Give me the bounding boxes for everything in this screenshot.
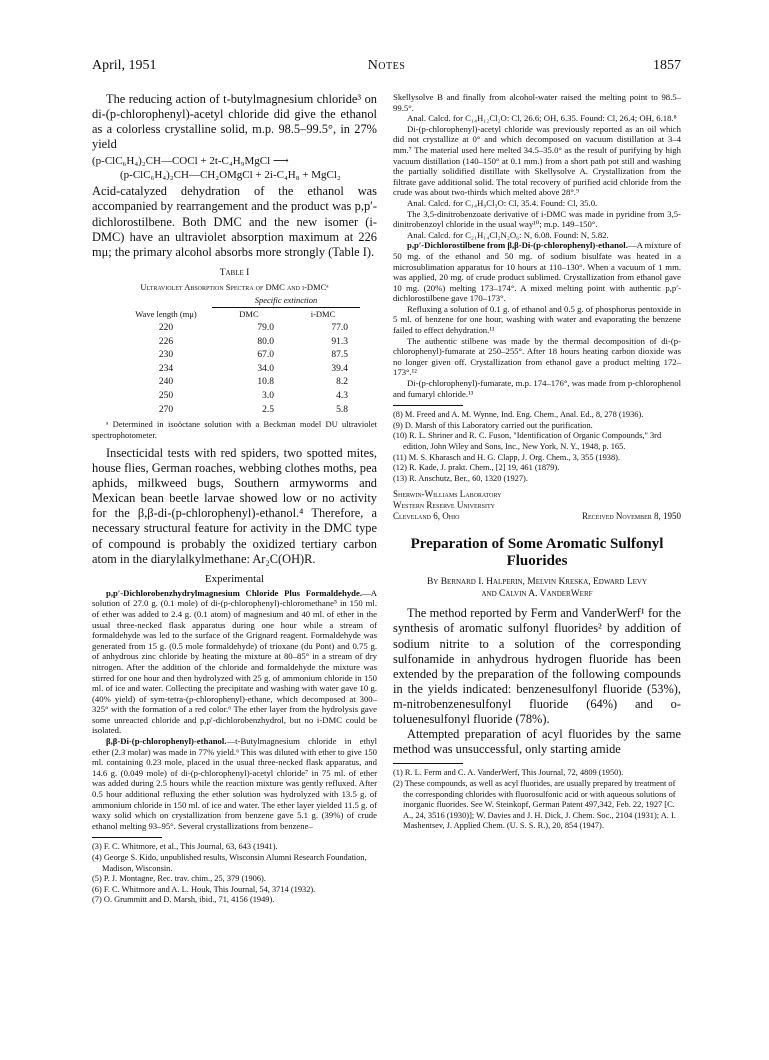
stilbene-title: p,p′-Dichlorostilbene from β,β-Di-(p-chlorophenyl)-ethanol. — [407, 240, 628, 251]
table-row — [120, 390, 360, 404]
article-authors — [393, 576, 681, 600]
stilbene-text: —A mixture of 50 mg. of the ethanol and 50 mg. of sodium bisulfate was heated in a microsublimation apparatus for 10 hours at 110–130°. When a vacuum of 1 mm. was applied, 20 mg. of crude product sublimed. Crystallization from ethanol gave 10 mg. (20%) melting 173–174°. A mixed melting point with authentic p,p′-dichlorostilbene gave 170–173°. — [393, 240, 681, 304]
footnote-rule — [393, 763, 463, 764]
dinitrobenzoate-paragraph: The 3,5-dinitrobenzoate derivative of i-DMC was made in pyridine from 3,5-dinitrobenzoyl chloride in the usual way¹⁰; m.p. 149–150°. — [393, 208, 681, 230]
left-column — [92, 92, 377, 906]
table-cell: 34.0 — [257, 363, 274, 374]
footnote: (8) M. Freed and A. M. Wynne, Ind. Eng. Chem., Anal. Ed., 8, 278 (1936). — [393, 410, 644, 420]
table-cell: 234 — [158, 363, 174, 374]
insecticidal-paragraph: Insecticidal tests with red spiders, two spotted mites, house flies, German roaches, webbing clothes moths, pea aphids, milkweed bugs, Southern armyworms and Mexican bean beetle larvae showed low or no activity for the β,β-di-(p-chlorophenyl)-ethanol.⁴ Therefore, a necessary structural feature for activity in the DMC type of compound is probably the oxidized tertiary carbon atom in the diarylalkylmethane: Ar₂C(OH)R. — [92, 446, 377, 566]
table-caption: Ultraviolet Absorption Spectra of DMC and i-DMCᵃ — [140, 281, 329, 292]
intro-paragraph: The reducing action of t-butylmagnesium chloride³ on di-(p-chlorophenyl)-acetyl chloride did give the ethanol as a colorless crystalline solid, m.p. 98.5–99.5°, in 27% yield — [92, 92, 377, 152]
footnote: (11) M. S. Kharasch and H. G. Clapp, J. Org. Chem., 3, 355 (1938). — [393, 452, 621, 462]
analysis-2: Anal. Calcd. for C₁₄H₉Cl₃O: Cl, 35.4. Found: Cl, 35.0. — [407, 197, 598, 208]
exp2-title: β,β-Di-(p-chlorophenyl)-ethanol. — [106, 736, 227, 747]
analysis-3: Anal. Calcd. for C₂₁H₁₄Cl₂N₂O₆: N, 6.08. Found: N, 5.82. — [407, 229, 609, 240]
experimental-paragraph-2 — [92, 736, 377, 831]
table-row — [120, 336, 360, 350]
equation-line-1: (p-ClC₆H₄)₂CH—COCl + 2t-C₄H₉MgCl ⟶ — [92, 155, 289, 168]
table-cell: 79.0 — [257, 323, 274, 334]
table-cell: 91.3 — [331, 336, 348, 347]
table-row — [120, 376, 360, 390]
footnote: (4) George S. Kido, unpublished results, Wisconsin Alumni Research Foundation, Madison, Wisconsin. — [92, 853, 367, 873]
header-page-number: 1857 — [653, 58, 681, 73]
acid-chloride-paragraph: Di-(p-chlorophenyl)-acetyl chloride was previously reported as an oil which did not crystallize at 0° and which decomposed on vacuum distillation at 3–4 mm.⁷ The material used here melted 34.5–35.0° as the result of purifying by high vacuum distillation (140–150° at 0.1 mm.) from a short path pot still and washing the partially solidified distillate with Skellysolve A. Crystallization from the filtrate gave additional solid. The total recovery of purified acid chloride from the crude was about two-thirds which melted above 28°.⁹ — [393, 123, 681, 198]
footnote: (1) R. L. Ferm and C. A. VanderWerf, This Journal, 72, 4809 (1950). — [393, 768, 624, 778]
table-cell: 80.0 — [257, 336, 274, 347]
table-cell: 87.5 — [331, 350, 348, 361]
table-cell: 4.3 — [336, 391, 348, 401]
affiliation-lab: Sherwin-Williams Laboratory — [393, 489, 502, 500]
table-cell: 220 — [158, 323, 174, 334]
authentic-stilbene-paragraph: The authentic stilbene was made by the thermal decomposition of di-(p-chlorophenyl)-fumarate at 250–255°. After 18 hours heating carbon dioxide was no longer given off. Crystallization from ethanol gave a product melting 172–173°.¹² — [393, 335, 681, 378]
footnote: (5) P. J. Montagne, Rec. trav. chim., 25, 379 (1906). — [92, 874, 266, 884]
table-row — [120, 363, 360, 377]
table-cell: 226 — [158, 336, 174, 347]
footnote: (13) R. Anschutz, Ber., 60, 1320 (1927). — [393, 473, 528, 483]
table-cell: 270 — [158, 404, 174, 415]
analysis-1: Anal. Calcd. for C₁₄H₁₂Cl₂O: Cl, 26.6; OH, 6.35. Found: Cl, 26.4; OH, 6.18.⁸ — [407, 113, 677, 124]
table-header-dmc: DMC — [239, 309, 259, 320]
footnote-rule — [393, 405, 463, 406]
stilbene-paragraph — [393, 240, 681, 304]
dehydration-paragraph: Acid-catalyzed dehydration of the ethanol was accompanied by rearrangement and the product was p,p′-dichlorostilbene. Both DMC and the new isomer (i-DMC) have an ultraviolet absorption maximum at 226 mμ; the primary alcohol absorbs more strongly (Table I). — [92, 184, 377, 259]
running-head — [92, 58, 681, 76]
exp1-text: —A solution of 27.0 g. (0.1 mole) of di-(p-chlorophenyl)-chloromethane⁵ in 150 ml. of ether was added to 2.4 g. (0.1 atom) of magnesium and 40 ml. of ether in the usual three-necked flask apparatus during one hour while a stream of formaldehyde was led to the surface of the Grignard reagent. Formaldehyde was generated from 15 g. (0.5 mole formaldehyde) of trioxane (du Pont) and 0.75 g. of anhydrous zinc chloride by heating the mixture at 80–85° in a stream of dry nitrogen. After the addition of the chloride and formaldehyde the mixture was stirred for one hour and then hydrolyzed with 25 g. of ammonium chloride in 150 ml. of ice and water. Collecting the precipitate and washing with water gave 10 g. (40% yield) of sym-tetra-(p-chlorophenyl)-ethane, which decomposed at 300–325° with the formation of a red color.⁶ The ether layer from the hydrolysis gave some unreacted chloride and p,p′-dichlorobenzhydrol, but no i-DMC could be isolated. — [92, 587, 377, 736]
table-cell: 230 — [158, 350, 174, 361]
header-section: Notes — [367, 58, 406, 73]
continued-paragraph: Skellysolve B and finally from alcohol-water raised the melting point to 98.5–99.5°. — [393, 92, 681, 113]
footnote: (3) F. C. Whitmore, et al., This Journal, 63, 643 (1941). — [92, 842, 278, 852]
footnote: (12) R. Kade, J. prakt. Chem., [2] 19, 461 (1879). — [393, 463, 560, 473]
table-row — [120, 404, 360, 418]
table-cell: 240 — [158, 377, 174, 388]
table-cell: 3.0 — [262, 391, 274, 401]
received-date: Received November 8, 1950 — [582, 511, 681, 522]
table-cell: 67.0 — [257, 350, 274, 361]
table-cell: 8.2 — [336, 377, 348, 388]
table-row — [120, 322, 360, 336]
authors-line-2: and Calvin A. VanderWerf — [481, 589, 593, 600]
article-body-1: The method reported by Ferm and VanderWerf¹ for the synthesis of aromatic sulfonyl fluorides² by addition of sodium nitrite to a solution of the corresponding sulfonamide in anhydrous hydrogen fluoride has been extended by the preparation of the following compounds in the yields indicated: benzenesulfonyl fluoride (53%), m-nitrobenzenesulfonyl fluoride (64%) and o-toluenesulfonyl fluoride (78%). — [393, 606, 681, 727]
right-column — [393, 92, 681, 832]
table-cell: 250 — [158, 391, 174, 401]
fumarate-paragraph: Di-(p-chlorophenyl)-fumarate, m.p. 174–176°, was made from p-chlorophenol and fumaryl chloride.¹³ — [393, 378, 681, 399]
footnote: (7) O. Grummitt and D. Marsh, ibid., 71, 4156 (1949). — [92, 895, 275, 905]
affiliation — [393, 489, 681, 522]
footnote: (2) These compounds, as well as acyl fluorides, are usually prepared by treatment of the corresponding chlorides with fluorosulfonic acid or with aqueous solutions of inorganic fluorides. See W. Steinkopf, German Patent 497,342, Feb. 22, 1927 [C. A., 24, 3516 (1930)]; W. Davies and J. H. Dick, J. Chem. Soc., 2104 (1931); A. I. Mashentsev, J. Applied Chem. (U. S. S. R.), 20, 854 (1947). — [393, 778, 676, 831]
refluxing-paragraph: Refluxing a solution of 0.1 g. of ethanol and 0.5 g. of phosphorus pentoxide in 5 ml. of benzene for one hour, washing with water and evaporating the benzene failed to effect dehydration.¹¹ — [393, 303, 681, 336]
table-row — [120, 349, 360, 363]
footnote-rule — [92, 837, 162, 838]
authors-line-1: By Bernard I. Halperin, Melvin Kreska, Edward Levy — [426, 577, 648, 588]
footnote: (9) D. Marsh of this Laboratory carried out the purification. — [393, 420, 593, 430]
footnote: (6) F. C. Whitmore and A. L. Houk, This Journal, 54, 3714 (1932). — [92, 884, 316, 894]
table-cell: 5.8 — [336, 404, 348, 415]
table-cell: 39.4 — [331, 363, 348, 374]
table-footnote: ᵃ Determined in isoöctane solution with a Beckman model DU ultraviolet spectrophotometer. — [92, 419, 377, 440]
exp1-title: p,p′-Dichlorobenzhydrylmagnesium Chloride Plus Formaldehyde. — [106, 587, 363, 598]
affiliation-city: Cleveland 6, Ohio — [393, 511, 460, 522]
experimental-heading: Experimental — [204, 572, 265, 585]
experimental-paragraph-1 — [92, 588, 377, 736]
table-spanhead: Specific extinction — [212, 294, 360, 308]
affiliation-university: Western Reserve University — [393, 500, 496, 511]
table-cell: 77.0 — [331, 323, 348, 334]
article-title: Preparation of Some Aromatic Sulfonyl Fluorides — [410, 536, 664, 570]
table-cell: 10.8 — [257, 377, 274, 388]
equation-line-2: (p-ClC₆H₄)₂CH—CH₂OMgCl + 2i-C₄H₈ + MgCl₂ — [120, 169, 341, 182]
table-header-wavelength: Wave length (mμ) — [135, 309, 197, 320]
table-title: Table I — [219, 267, 250, 278]
article-body-2: Attempted preparation of acyl fluorides by the same method was unsuccessful, only starting amide — [393, 727, 681, 757]
table-header-idmc: i-DMC — [310, 309, 336, 320]
footnote: (10) R. L. Shriner and R. C. Fuson, "Identification of Organic Compounds," 3rd edition, John Wiley and Sons, Inc., New York, N. Y., 1948, p. 165. — [393, 431, 662, 451]
exp2-text: —t-Butylmagnesium chloride in ethyl ether (2.3 molar) was made in 77% yield.⁶ This was diluted with ether to give 150 ml. containing 0.23 mole, placed in the usual three-necked flask apparatus, and 14.6 g. (0.049 mole) of di-(p-chlorophenyl)-acetyl chloride⁷ in 75 ml. of ether was added during 2.5 hours while the reaction mixture was gently refluxed. After 0.5 hour additional refluxing the ether solution was hydrolyzed with 13.5 g. of ammonium chloride in 150 ml. of ice and water. The ether layer yielded 11.5 g. of waxy solid which on crystallization from benzene gave 5.1 g. (39%) of crude ethanol melting 93–95°. Several crystallizations from benzene– — [92, 736, 377, 831]
table-cell: 2.5 — [262, 404, 274, 415]
spectra-table — [120, 294, 360, 417]
header-date: April, 1951 — [92, 58, 157, 73]
